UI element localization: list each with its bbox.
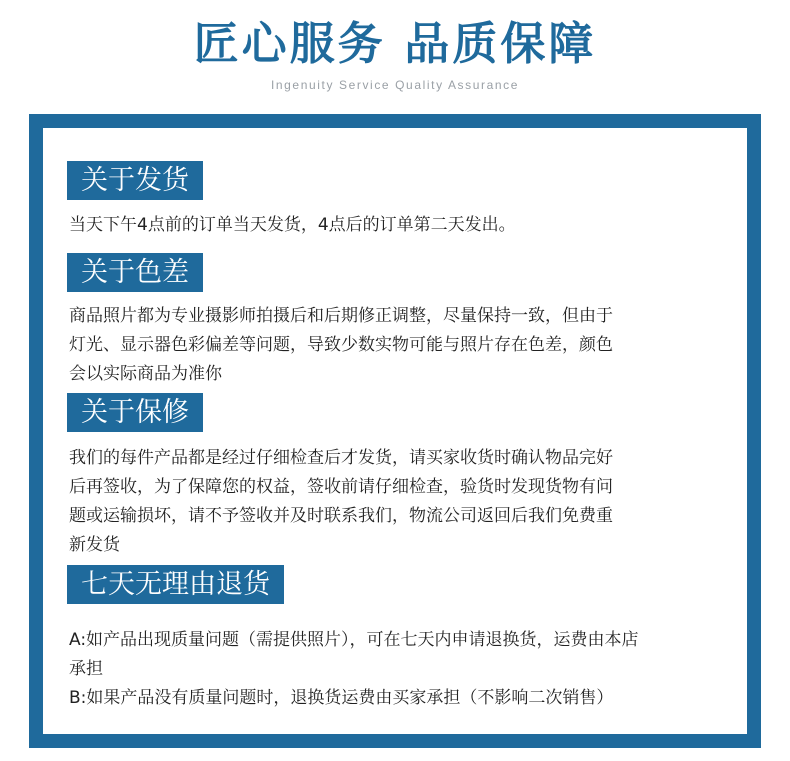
page-subtitle: Ingenuity Service Quality Assurance [270,78,520,92]
section-heading-color: 关于色差 [67,253,203,292]
section-text-warranty [69,444,735,560]
text-line: 当天下午4点前的订单当天发货，4点后的订单第二天发出。 [69,215,516,235]
text-line: 承担 [69,659,103,679]
text-line: 会以实际商品为准你 [69,364,222,384]
text-line: 灯光、显示器色彩偏差等问题，导致少数实物可能与照片存在色差，颜色 [69,335,613,355]
text-line: A:如产品出现质量问题（需提供照片），可在七天内申请退换货，运费由本店 [69,630,639,650]
text-line: 题或运输损坏，请不予签收并及时联系我们，物流公司返回后我们免费重 [69,506,613,526]
section-heading-returns: 七天无理由退货 [67,565,284,604]
text-line: 新发货 [69,535,120,555]
section-text-returns [69,626,735,713]
text-line: 后再签收，为了保障您的权益，签收前请仔细检查，验货时发现货物有问 [69,477,613,497]
text-line: 我们的每件产品都是经过仔细检查后才发货，请买家收货时确认物品完好 [69,448,613,468]
text-line: B:如果产品没有质量问题时，退换货运费由买家承担（不影响二次销售） [69,688,614,708]
section-heading-warranty: 关于保修 [67,393,203,432]
text-line: 商品照片都为专业摄影师拍摄后和后期修正调整，尽量保持一致，但由于 [69,306,613,326]
section-text-color [69,302,735,389]
section-heading-shipping: 关于发货 [67,161,203,200]
section-text-shipping [69,211,735,240]
page-title: 匠心服务 品质保障 [193,17,597,70]
